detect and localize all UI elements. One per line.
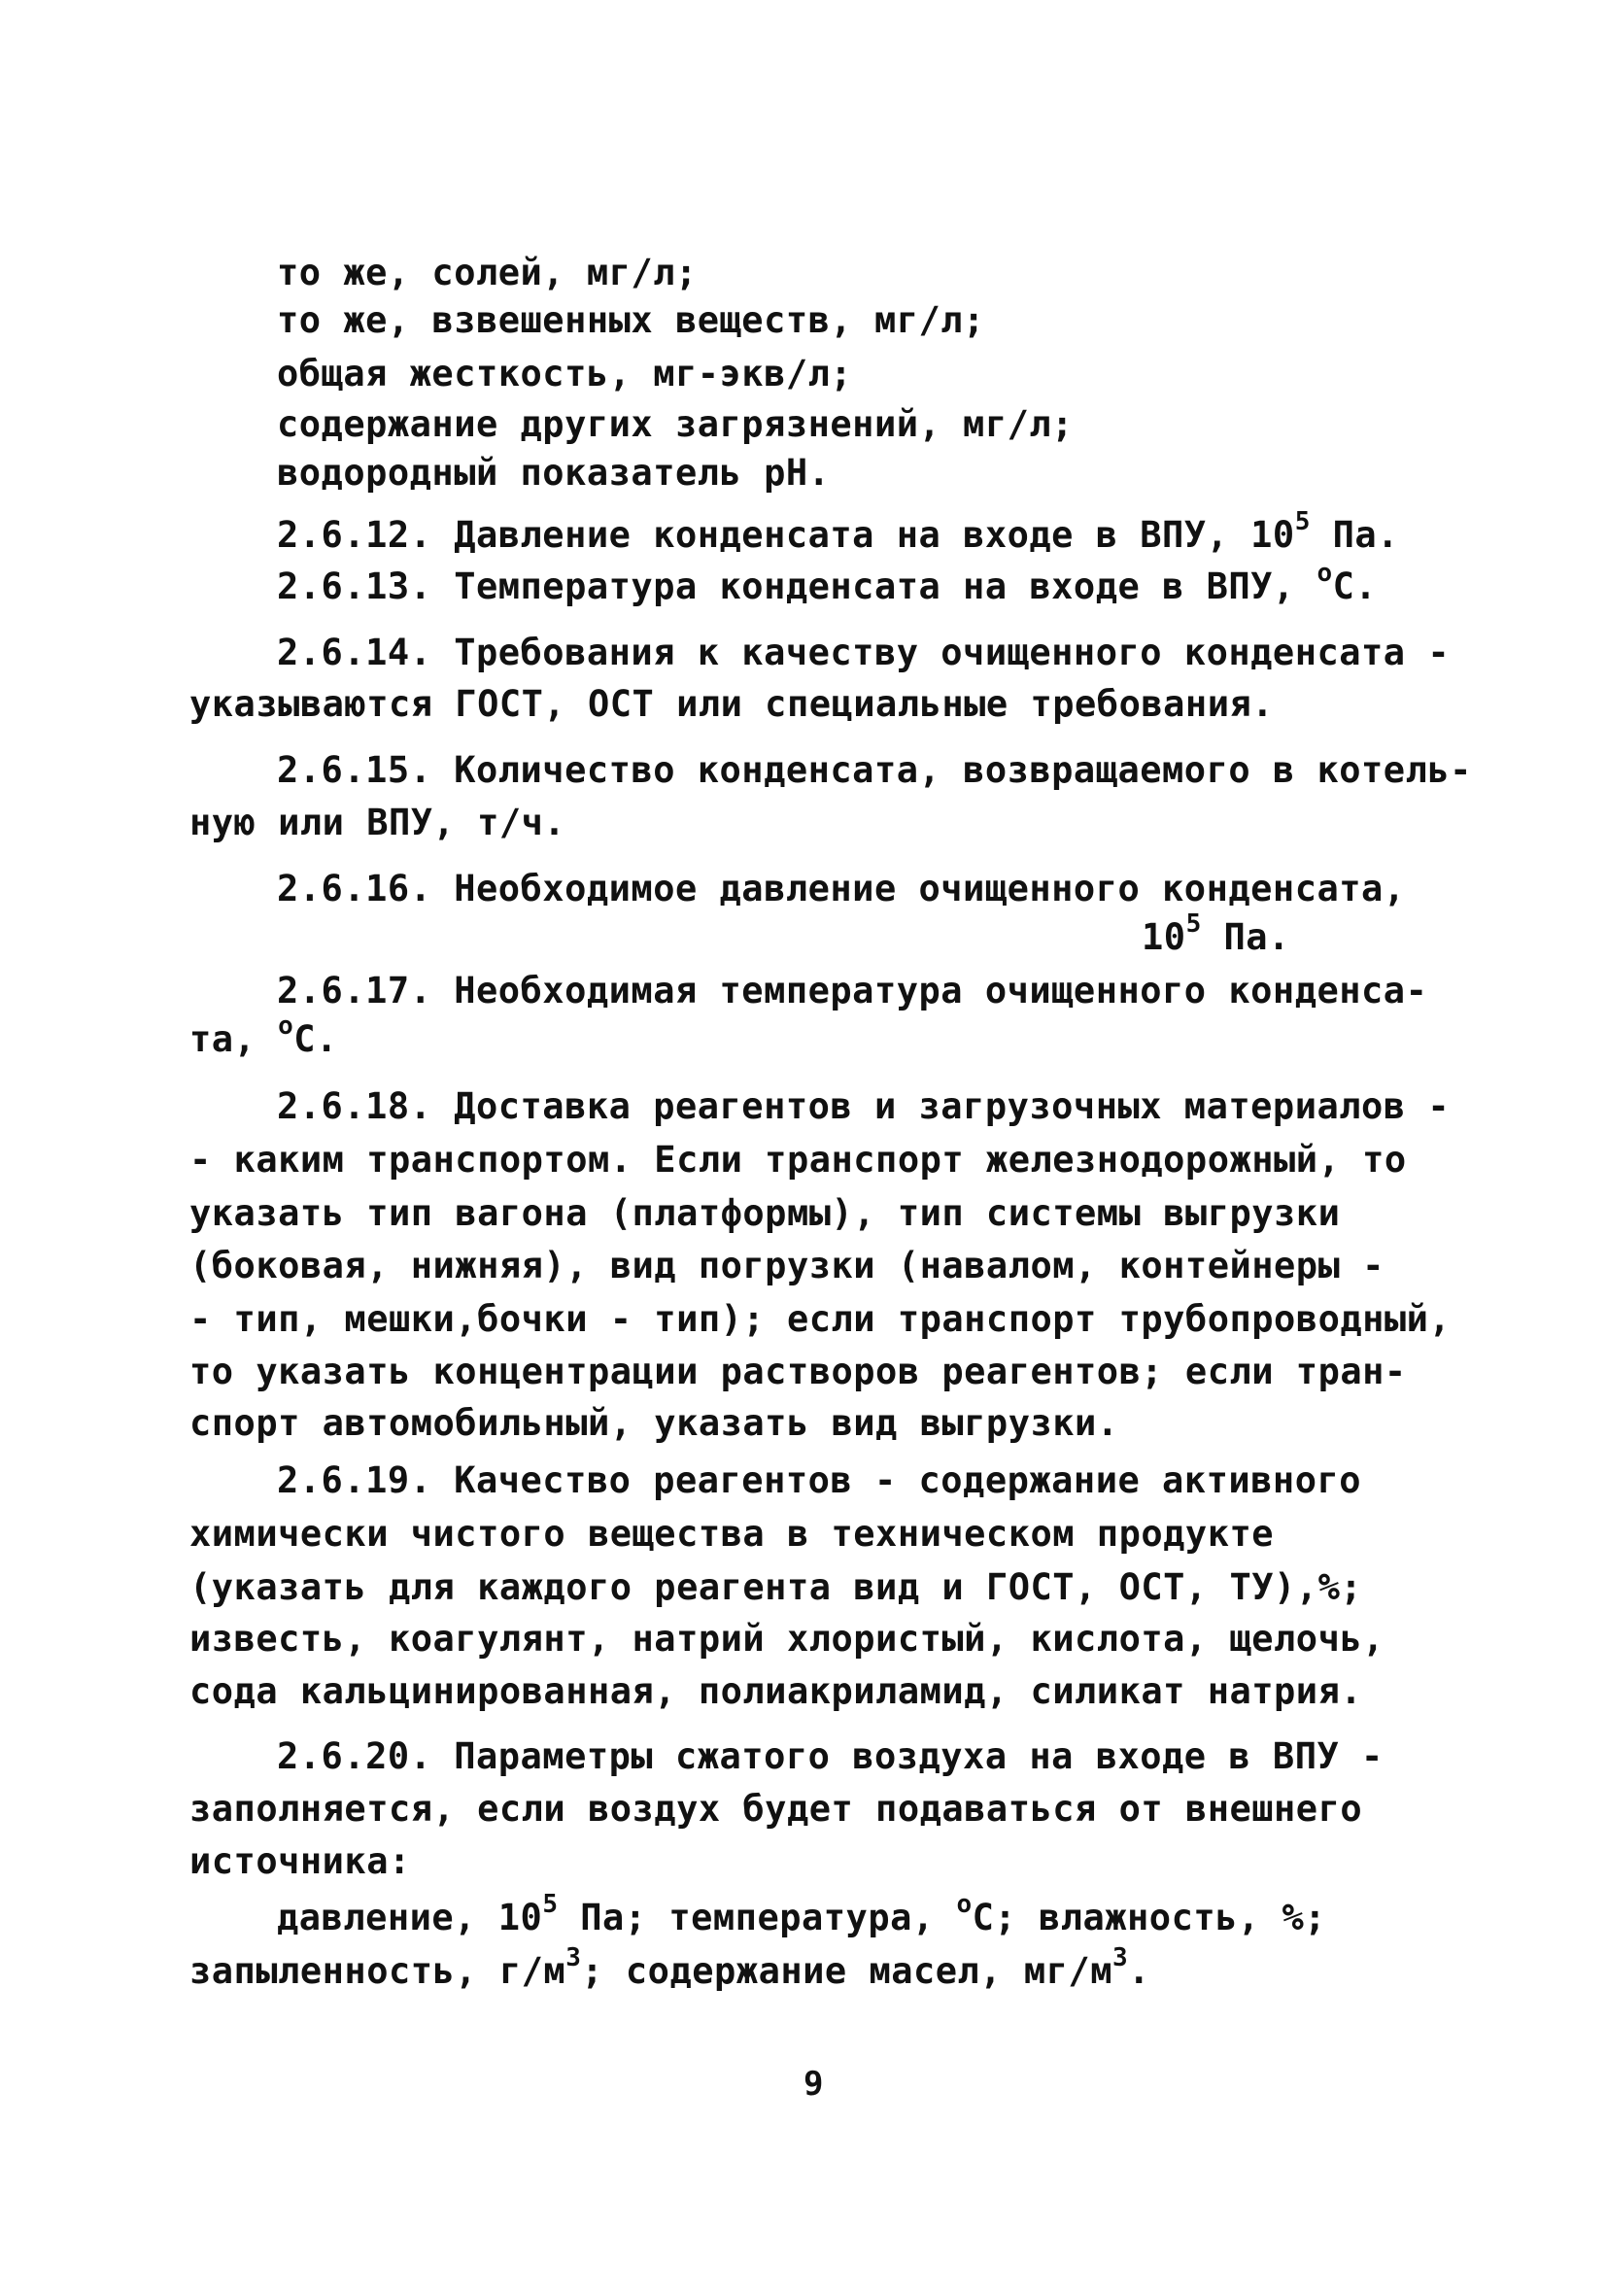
clause-text: С; влажность, %; <box>972 1897 1327 1938</box>
text-line: спорт автомобильный, указать вид выгрузки. <box>189 1402 1119 1444</box>
text-line: (боковая, нижняя), вид погрузки (навалом, контейнеры - <box>189 1245 1385 1286</box>
text-line: - тип, мешки,бочки - тип); если транспорт трубопроводный, <box>189 1298 1452 1340</box>
text-line: то же, взвешенных веществ, мг/л; <box>277 299 985 341</box>
clause-2-6-19: 2.6.19. Качество реагентов - содержание активного <box>277 1459 1362 1501</box>
clause-2-6-14: 2.6.14. Требования к качеству очищенного конденсата - <box>277 632 1451 673</box>
text-line <box>189 1943 1150 1992</box>
clause-2-6-16: 2.6.16. Необходимое давление очищенного конденсата, <box>277 868 1406 909</box>
clause-2-6-17: 2.6.17. Необходимая температура очищенного конденса- <box>277 970 1428 1011</box>
value: 10 <box>1142 916 1186 958</box>
degree-sign: о <box>956 1890 973 1919</box>
text-line: химически чистого вещества в техническом продукте <box>189 1513 1275 1555</box>
superscript: 5 <box>542 1890 559 1919</box>
text-line: известь, коагулянт, натрий хлористый, кислота, щелочь, <box>189 1618 1385 1660</box>
text-line <box>189 1011 338 1060</box>
text-line: - каким транспортом. Если транспорт железнодорожный, то <box>189 1139 1407 1181</box>
page-number: 9 <box>804 2065 824 2104</box>
clause-text: ; содержание масел, мг/м <box>581 1950 1112 1992</box>
text-line: содержание других загрязнений, мг/л; <box>277 403 1074 445</box>
superscript: 5 <box>1294 507 1311 536</box>
text-line: источника: <box>189 1840 411 1882</box>
clause-text: С. <box>1332 565 1378 607</box>
clause-text: запыленность, г/м <box>189 1950 566 1992</box>
text-line: указать тип вагона (платформы), тип системы выгрузки <box>189 1192 1341 1234</box>
clause-2-6-20: 2.6.20. Параметры сжатого воздуха на входе в ВПУ - <box>277 1735 1384 1777</box>
text-line: то указать концентрации растворов реагентов; если тран- <box>189 1351 1407 1392</box>
clause-text: 2.6.13. Температура конденсата на входе в ВПУ, <box>277 565 1317 607</box>
text-line: то же, солей, мг/л; <box>277 252 698 293</box>
degree-sign: о <box>278 1011 294 1041</box>
text-line: ную или ВПУ, т/ч. <box>189 802 566 843</box>
clause-2-6-18: 2.6.18. Доставка реагентов и загрузочных материалов - <box>277 1085 1451 1127</box>
degree-sign: о <box>1316 559 1333 588</box>
superscript: 3 <box>1111 1943 1129 1972</box>
clause-text: 2.6.12. Давление конденсата на входе в ВПУ, 10 <box>277 514 1295 556</box>
text-line: заполняется, если воздух будет подаваться от внешнего <box>189 1788 1363 1830</box>
text-line <box>1142 909 1290 958</box>
text-line: общая жесткость, мг-экв/л; <box>277 353 853 394</box>
text-line: сода кальцинированная, полиакриламид, силикат натрия. <box>189 1670 1363 1712</box>
clause-text: С. <box>293 1018 338 1060</box>
clause-text: давление, 10 <box>277 1897 543 1938</box>
text-line: указываются ГОСТ, ОСТ или специальные требования. <box>189 683 1275 725</box>
clause-2-6-13 <box>277 559 1378 607</box>
clause-2-6-12 <box>277 507 1399 556</box>
clause-2-6-15: 2.6.15. Количество конденсата, возвращаемого в котель- <box>277 749 1472 791</box>
unit: Па. <box>1201 916 1290 958</box>
text-line: (указать для каждого реагента вид и ГОСТ, ОСТ, ТУ),%; <box>189 1566 1363 1608</box>
clause-text: . <box>1128 1950 1150 1992</box>
superscript: 5 <box>1185 909 1202 939</box>
superscript: 3 <box>565 1943 582 1972</box>
text-line: водородный показатель рН. <box>277 452 831 494</box>
clause-text: та, <box>189 1018 279 1060</box>
text-line <box>277 1890 1327 1938</box>
clause-text: Па. <box>1310 514 1399 556</box>
clause-text: Па; температура, <box>558 1897 957 1938</box>
